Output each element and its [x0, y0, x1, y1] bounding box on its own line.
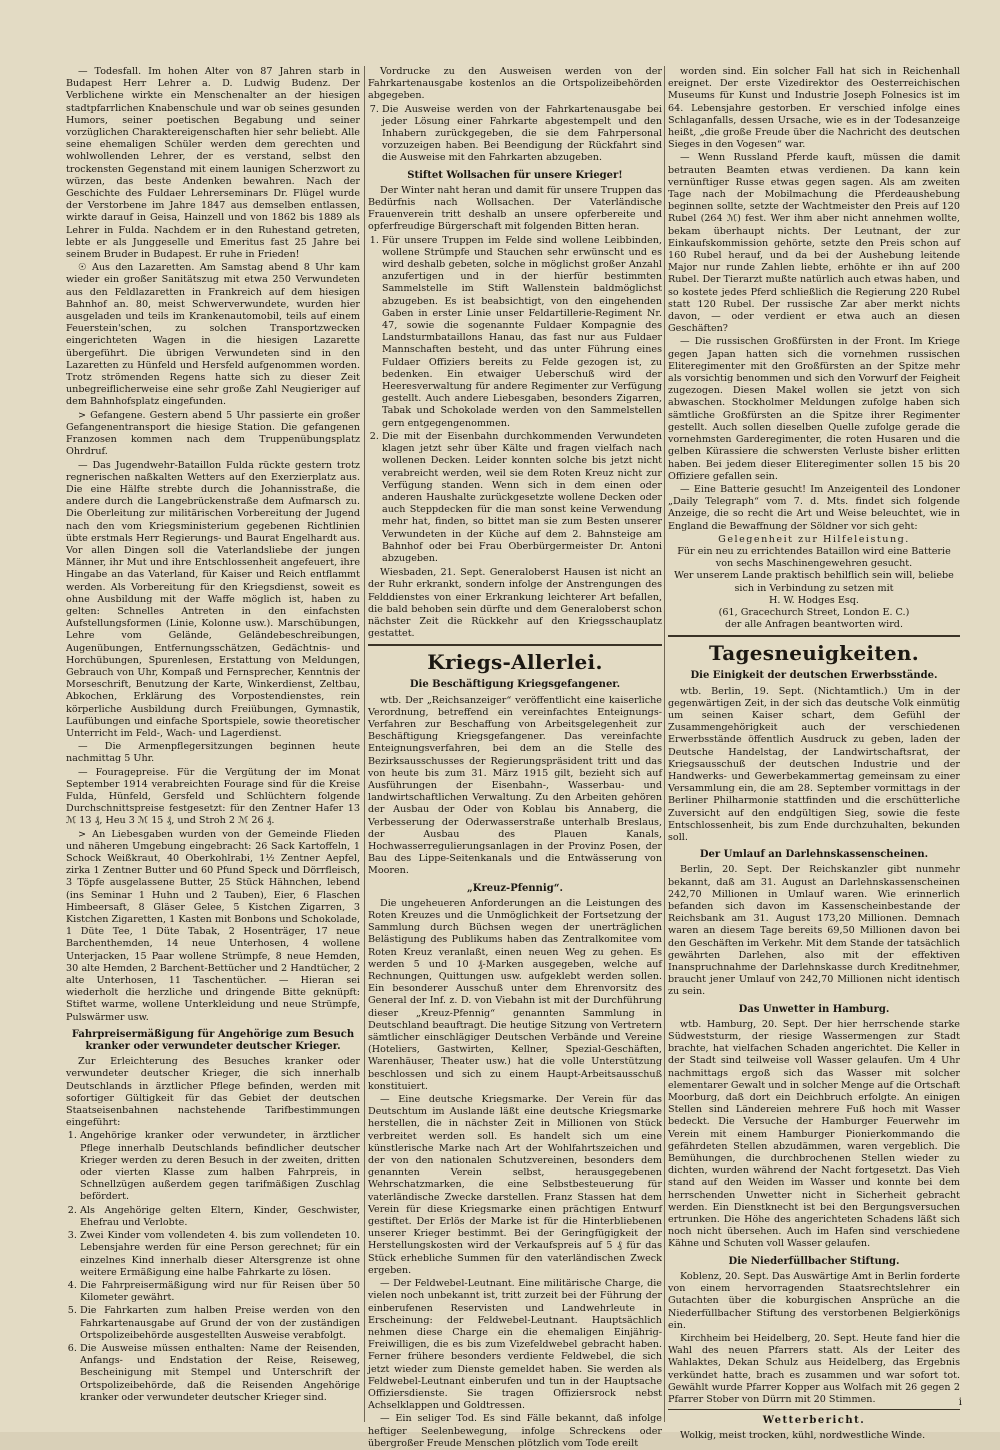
ad-line: (61, Gracechurch Street, London E. C.): [718, 606, 910, 618]
article-seliger-tod-cont: worden sind. Ein solcher Fall hat sich in Reichenhall ereignet. Der erste Vizedirektor des Oesterreichischen Museums für Kunst und Industrie Joseph Folnesics ist im 64. Lebensjahre gestorben. Er verschied infolge eines Schlaganfalls, dessen Ursache, wie es in der Todesanzeige heißt, „die große Freude über die Nachricht des deutschen Sieges in den Vogesen“ war.: [668, 66, 960, 151]
article-liebesgaben: > An Liebesgaben wurden von der Gemeinde Flieden und näheren Umgebung eingebracht: 26 Sack Kartoffeln, 1 Schock Weißkraut, 40 Oberkohlrabi, 1½ Zentner Aepfel, zirka 1 Zentner Butter und 60 Pfund Speck und Dörrfleisch, 3 Töpfe ausgelassene Butter, 25 Stück Hähnchen, lebend (ins Seminar 1 Huhn und 2 Tauben), Eier, 6 Flaschen Himbeersaft, 8 Gläser Gelee, 5 Kistchen Zigarren, 3 Kistchen Zigaretten, 1 Kasten mit Bonbons und Schokolade, 1 Düte Tee, 1 Düte Tabak, 2 Hosenträger, 17 neue Barchenthemden, 14 neue Unterhosen, 4 wollene Unterjacken, 15 Paar wollene Strümpfe, 8 neue Hemden, 30 alte Hemden, 2 Barchent-Bettücher und 2 Handtücher, 2 alte Unterhosen, 11 Taschentücher. — Hieran sei wiederholt die herzliche und dringende Bitte geknüpft: Stiftet warme, wollene Unterkleidung und neue Strümpfe, Pulswärmer usw.: [66, 828, 360, 1023]
article-armenpfleger: — Die Armenpflegersitzungen beginnen heute nachmittag 5 Uhr.: [66, 741, 360, 765]
list-item: 1. Angehörige kranker oder verwundeter, in ärztlicher Pflege innerhalb Deutschlands befindlicher deutscher Krieger werden zu deren Besuch in der zweiten, dritten oder vierten Klasse zum halben Fahrpreis, in Schnellzügen außerdem gegen tarifmäßigen Zuschlag befördert.: [80, 1130, 360, 1203]
column-rule: [664, 66, 665, 1422]
article-vordrucke: Vordrucke zu den Ausweisen werden von der Fahrkartenausgabe kostenlos an die Ortspolizeibehörden abgegeben.: [368, 66, 662, 102]
article-lazarette: ☉ Aus den Lazaretten. Am Samstag abend 8 Uhr kam wieder ein großer Sanitätszug mit etwa 250 Verwundeten aus den Feldlazaretten in Frankreich auf dem hiesigen Bahnhof an. 80, meist Schwerverwundete, wurden hier ausgeladen und teils im Krankenautomobil, teils auf einem Feuerstein'schen, zu solchen Transportzwecken eingerichteten Wagen in die hiesigen Lazarette übergeführt. Die übrigen Verwundeten sind in den Lazaretten zu Hünfeld und Hersfeld aufgenommen worden. Trotz strömenden Regens hatte sich zu dieser Zeit unbegreiflicherweise eine sehr große Zahl Neugieriger auf dem Bahnhofsplatz eingefunden.: [66, 262, 360, 408]
wollsachen-list: [368, 235, 662, 565]
article-gefangene: > Gefangene. Gestern abend 5 Uhr passierte ein großer Gefangenentransport die hiesige Station. Die gefangenen Franzosen kommen nach dem Truppenübungsplatz Ohrdruf.: [66, 409, 360, 458]
column-rule: [364, 66, 365, 1422]
column-left: [66, 66, 360, 1432]
list-item: 5. Die Fahrkarten zum halben Preise werden von den Fahrkartenausgabe auf Grund der von der zuständigen Ortspolizeibehörde ausgestellten Ausweise verabfolgt.: [80, 1305, 360, 1342]
article-jugendwehr: — Das Jugendwehr-Bataillon Fulda rückte gestern trotz regnerischen naßkalten Wetters auf den Exerzierplatz aus. Die eine Hälfte strebte durch die Johannisstraße, die andere durch die Langebrückenstraße dem Aufmarsch zu. Die Oberleitung zur militärischen Vorbereitung der Jugend nach den vom Kriegsministerium gegebenen Richtlinien übte erstmals Herr Regierungs- und Baurat Engelhardt aus. Vor allen Dingen soll die Vaterlandsliebe der jungen Männer, ihr Mut und ihre Entschlossenheit angefeuert, ihre Hingabe an das Vaterland, für Kaiser und Reich entflammt werden. Als Vorbereitung für den Kriegsdienst, soweit es ohne Ausbildung mit der Waffe möglich ist, haben zu gelten: Schnelles Antreten in den einfachsten Aufstellungsformen (Linie, Kolonne usw.). Marschübungen, Lehre vom Gelände, Geländebeschreibungen, Augenübungen, Entfernungsschätzen, Gedächtnis- und Horchübungen, Spurenlesen, Erstattung von Meldungen, Gebrauch von Uhr, Kompaß und Fernsprecher, Kenntnis der Morseschrift, Benutzung der Karte, Winkerdienst, Zeltbau, Abkochen, Erklärung des Vorpostendienstes, rein körperliche Ausbildung durch Freiübungen, Gymnastik, Laufübungen und einfache Sportspiele, sowie theoretischer Unterricht im Feld-, Wach- und Lagerdienst.: [66, 459, 360, 739]
article-niederfuellbacher-stiftung: Koblenz, 20. Sept. Das Auswärtige Amt in Berlin forderte von einem hervorragenden Staatsrechtslehrer ein Gutachten über die koburgischen Ansprüche an die Niederfüllbacher Stiftung des verstorbenen Belgierkönigs ein.: [668, 1270, 960, 1331]
article-todesfall: — Todesfall. Im hohen Alter von 87 Jahren starb in Budapest Herr Lehrer a. D. Ludwig Budenz. Der Verblichene wirkte ein Menschenalter an der hiesigen stadtpfarrlichen Knabenschule und war ob seines gesunden Humors, seiner poetischen Begabung und seiner vorzüglichen Charaktereigenschaften hier sehr beliebt. Alle seine ehemaligen Schüler werden dem gerechten und wohlwollenden Lehrer, der es verstand, selbst den trockensten Gegenstand mit einem launigen Scherzwort zu würzen, das beste Andenken bewahren. Nach der Geschichte des Fuldaer Lehrerseminars Dr. Flügel wurde der Verstorbene im Jahre 1847 aus demselben entlassen, wirkte darauf in Geisa, Hainzell und von 1862 bis 1889 als Lehrer in Fulda. Nachdem er in den Ruhestand getreten, lebte er als Junggeselle und Emeritus fast 25 Jahre bei seinem Bruder in Budapest. Er ruhe in Frieden!: [66, 66, 360, 261]
article-russland-pferde: — Wenn Russland Pferde kauft, müssen die damit betrauten Beamten etwas verdienen. Da kann kein vernünftiger Russe etwas gegen sagen. Als am zweiten Tage nach der Mobilmachung die Pferdeaushebung beginnen sollte, setzte der Wachtmeister den Preis auf 120 Rubel (264 ℳ) fest. Wer ihm aber nicht annehmen wollte, bekam überhaupt nichts. Der Leutnant, der zur Einkaufskommission gehörte, setzte den Preis schon auf 160 Rubel herauf, und da bei der Aushebung leitende Major nur runde Zahlen liebte, erhöhte er ihn auf 200 Rubel. Der Tierarzt mußte natürlich auch etwas haben, und so kostete jedes Pferd schließlich die Regierung 220 Rubel statt 120 Rubel. Der russische Zar aber merkt nichts davon, — oder verdient er etwa auch an diesen Geschäften?: [668, 152, 960, 335]
headline-darlehnskassenscheine: Der Umlauf an Darlehnskassenscheinen.: [699, 849, 929, 861]
article-wollsachen: Der Winter naht heran und damit für unsere Truppen das Bedürfnis nach Wollsachen. Der Vaterländische Frauenverein tritt deshalb an unsere opferbereite und opferfreudige Bürgerschaft mit folgenden Bitten heran.: [368, 184, 662, 233]
article-wiesbaden: Wiesbaden, 21. Sept. Generaloberst Hausen ist nicht an der Ruhr erkrankt, sondern infolge der Anstrengungen des Felddienstes von einer Erkrankung leichterer Art befallen, die bald behoben sein dürfte und dem Generaloberst schon nächster Zeit die Rückkehr auf den Kriegsschauplatz gestattet.: [368, 567, 662, 640]
headline-wetterbericht: Wetterbericht.: [762, 1415, 866, 1427]
article-grossfuersten: — Die russischen Großfürsten in der Front. Im Kriege gegen Japan hatten sich die vornehmen russischen Eliteregimenter mit den Großfürsten an der Spitze mehr als vorsichtig benommen und sich den Vorwurf der Feigheit zugezogen. Diesen Makel wollen sie jetzt von sich abwaschen. Stockholmer Meldungen zufolge haben sich sämtliche Großfürsten an die Spitze ihrer Regimenter gestellt. Auch sollen dieselben Quelle zufolge gerade die vornehmsten Garderegimenter, die roten Husaren und die gelben Kürassiere die schwersten Verluste bisher erlitten haben. Bei jedem dieser Eliteregimenter sollen 15 bis 20 Offiziere gefallen sein.: [668, 336, 960, 482]
article-darlehnskassenscheine: Berlin, 20. Sept. Der Reichskanzler gibt nunmehr bekannt, daß am 31. August an Darlehnskassenscheinen 242,70 Millionen in Umlauf waren. Wie erinnerlich befanden sich davon im Kassenscheinbestande der Reichsbank am 31. August 173,20 Millionen. Demnach waren an diesem Tage bereits 69,50 Millionen davon bei den Geschäften im Verkehr. Mit dem Stande der tatsächlich gewährten Darlehen, also mit der effektiven Inanspruchnahme der Darlehnskasse durch Kreditnehmer, braucht jener Umlauf von 242,70 Millionen nicht identisch zu sein.: [668, 864, 960, 998]
list-item: 2. Die mit der Eisenbahn durchkommenden Verwundeten klagen jetzt sehr über Kälte und fragen vielfach nach wollenen Decken. Leider konnten solche bis jetzt nicht verabreicht werden, weil sie dem Roten Kreuz nicht zur Verfügung standen. Wenn sich in dem einen oder anderen Haushalte zurückgesetzte wollene Decken oder auch Steppdecken für die man sonst keine Verwendung mehr hat, finden, so bittet man sie zum Besten unserer Verwundeten in der Küche auf dem 2. Bahnsteige am Bahnhof oder bei Frau Oberbürgermeister Dr. Antoni abzugeben.: [382, 431, 662, 565]
article-kriegsgefangene: wtb. Der „Reichsanzeiger“ veröffentlicht eine kaiserliche Verordnung, betreffend ein vereinfachtes Enteignungs-Verfahren zur Beschaffung von Arbeitsgelegenheit zur Beschäftigung Kriegsgefangener. Das vereinfachte Enteignungsverfahren, bei dem an die Stelle des Bezirksausschusses der Regierungspräsident tritt und das von heute bis zum 31. März 1915 gilt, bezieht sich auf Ausführungen der Eisenbahn-, Wasserbau- und landwirtschaftlichen Verwaltung. Zu den Arbeiten gehören der Ausbau der Oder von Koblau bis Annaberg, die Verbesserung der Oderwasserstraße unterhalb Breslaus, der Ausbau des Plauen Kanals, Hochwasserregulierungsanlagen in der Provinz Posen, der Bau des Lippe-Seitenkanals und die Entwässerung von Mooren.: [368, 694, 662, 877]
article-feldwebel-leutnant: — Der Feldwebel-Leutnant. Eine militärische Charge, die vielen noch unbekannt ist, tritt zurzeit bei der Führung der einberufenen Reservisten und Landwehrleute in Erscheinung: der Feldwebel-Leutnant. Hauptsächlich nehmen diese Charge ein die ehemaligen Einjährig-Freiwilligen, die es bis zum Vizefeldwebel gebracht haben. Ferner frühere besonders verdiente Feldwebel, die sich jetzt wieder zum Dienste gemeldet haben. Sie werden als Feldwebel-Leutnant einberufen und tun in der Hauptsache Offiziersdienste. Sie tragen Offiziersrock nebst Achselklappen und Goldtressen.: [368, 1278, 662, 1412]
article-fouragepreise: — Fouragepreise. Für die Vergütung der im Monat September 1914 verabreichten Fourage sind für die Kreise Fulda, Hünfeld, Gersfeld und Schlüchtern folgende Durchschnittspreise festgesetzt: für den Zentner Hafer 13 ℳ 13 ₰, Heu 3 ℳ 15 ₰, und Stroh 2 ℳ 26 ₰.: [66, 766, 360, 827]
section-divider: [668, 635, 960, 637]
list-item: 7. Die Ausweise werden von der Fahrkartenausgabe bei jeder Lösung einer Fahrkarte abgestempelt und den Inhabern zurückgegeben, die sie dem Fahrpersonal vorzuzeigen haben. Bei Beendigung der Rückfahrt sind die Ausweise mit den Fahrkarten abzugeben.: [382, 104, 662, 165]
headline-wollsachen: Stiftet Wollsachen für unsere Krieger!: [407, 169, 623, 181]
article-batterie: — Eine Batterie gesucht! Im Anzeigenteil des Londoner „Daily Telegraph“ vom 7. d. Mts. findet sich folgende Anzeige, die so recht die Art und Weise beleuchtet, wie in England die Bewaffnung der Söldner vor sich geht:: [668, 483, 960, 532]
list-item: 3. Zwei Kinder vom vollendeten 4. bis zum vollendeten 10. Lebensjahre werden für eine Person gerechnet; für ein einzelnes Kind innerhalb dieser Altersgrenze ist ohne weitere Ermäßigung eine halbe Fahrkarte zu lösen.: [80, 1230, 360, 1279]
article-seliger-tod: — Ein seliger Tod. Es sind Fälle bekannt, daß infolge heftiger Seelenbewegung, infolge Schreckens oder übergroßer Freude Menschen plötzlich vom Tode ereilt: [368, 1413, 662, 1449]
ad-line: Gelegenheit zur Hilfeleistung.: [718, 533, 910, 545]
headline-erwerbsstaende: Die Einigkeit der deutschen Erwerbsstände.: [690, 670, 938, 682]
article-kriegsmarke: — Eine deutsche Kriegsmarke. Der Verein für das Deutschtum im Auslande läßt eine deutsche Kriegsmarke herstellen, die in nächster Zeit in Millionen von Stück verbreitet werden soll. Es handelt sich um eine künstlerische Marke nach Art der Wohlfahrtszeichen und der von den nationalen Schutzvereinen, besonders dem genannten Verein selbst, herausgegebenen Wehrschatzmarken, die eine Selbstbesteuerung für vaterländische Zwecke darstellen. Franz Stassen hat dem Verein für diese Kriegsmarke einen prächtigen Entwurf gestiftet. Der Erlös der Marke ist für die Hinterbliebenen unserer Krieger bestimmt. Bei der Geringfügigkeit der Herstellungskosten wird der Verkaufspreis auf 5 ₰ für das Stück erhebliche Summen für den vaterländischen Zweck ergeben.: [368, 1094, 662, 1276]
column-middle: [368, 66, 662, 1449]
headline-kreuz-pfennig: „Kreuz-Pfennig“.: [467, 882, 563, 894]
ad-line: Wer unserem Lande praktisch behilflich sein will, beliebe sich in Verbindung zu setzen mit: [674, 570, 954, 594]
ad-line: der alle Anfragen beantworten wird.: [724, 619, 903, 631]
fahrpreis-rules-list-cont: [368, 104, 662, 165]
article-kreuz-pfennig: Die ungeheueren Anforderungen an die Leistungen des Roten Kreuzes und die Unmöglichkeit der Fortsetzung der Sammlung durch Büchsen wegen der unerträglichen Belästigung des Publikums haben das Zentralkomitee vom Roten Kreuz veranlaßt, einen neuen Weg zu gehen. Es werden 5 und 10 ₰-Marken ausgegeben, welche auf Rechnungen, Quittungen usw. aufgeklebt werden sollen. Ein besonderer Ausschuß unter dem Ehrenvorsitz des General der Inf. z. D. von Viebahn ist mit der Durchführung dieser „Kreuz-Pfennig“ genannten Sammlung in Deutschland beauftragt. Die heutige Sitzung von Vertretern sämtlicher einschlägiger Deutschen Verbände und Vereine (Hoteliers, Gastwirten, Kellner, Spezial-Geschäften, Warenhäuser, Theater usw.) hat die volle Unterstützung beschlossen und sich zu einem Haupt-Arbeitsausschuß konstituiert.: [368, 897, 662, 1092]
headline-unwetter-hamburg: Das Unwetter in Hamburg.: [738, 1003, 890, 1015]
list-item: 2. Als Angehörige gelten Eltern, Kinder, Geschwister, Ehefrau und Verlobte.: [80, 1205, 360, 1229]
headline-niederfuellbacher-stiftung: Die Niederfüllbacher Stiftung.: [728, 1255, 900, 1267]
article-fahrpreis-intro: Zur Erleichterung des Besuches kranker oder verwundeter deutscher Krieger, die sich innerhalb Deutschlands in ärztlicher Pflege befinden, werden mit sofortiger Gültigkeit für das Gebiet der deutschen Staatseisenbahnen nachstehende Tarifbestimmungen eingeführt:: [66, 1056, 360, 1129]
ad-line: H. W. Hodges Esq.: [769, 594, 859, 606]
weather-report: Wolkig, meist trocken, kühl, nordwestliche Winde.: [680, 1430, 926, 1442]
headline-fahrpreis: Fahrpreisermäßigung für Angehörige zum Besuch kranker oder verwundeter deutscher Krieger.: [71, 1028, 355, 1053]
column-right: [668, 66, 960, 1442]
article-erwerbsstaende: wtb. Berlin, 19. Sept. (Nichtamtlich.) Um in der gegenwärtigen Zeit, in der sich das deutsche Volk einmütig um seinen Kaiser schart, dem Gefühl der Zusammengehörigkeit auch der verschiedenen Erwerbsstände öffentlich Ausdruck zu geben, laden der Deutsche Handelstag, der Landwirtschaftsrat, der Kriegsausschuß der deutschen Industrie und der Handwerks- und Gewerbekammertag gemeinsam zu einer Versammlung ein, die am 28. September vormittags in der Berliner Philharmonie stattfinden und die erschütterliche Zuversicht auf den endgültigen Sieg, sowie die feste Entschlossenheit, bis zum Ende durchzuhalten, bekunden soll.: [668, 685, 960, 843]
section-heading-kriegs-allerlei: Kriegs-Allerlei.: [427, 650, 603, 675]
ad-line: Für ein neu zu errichtendes Bataillon wird eine Batterie von sechs Maschinengewehren gesucht.: [677, 545, 951, 570]
section-divider: [668, 1409, 960, 1410]
section-heading-tagesneuigkeiten: Tagesneuigkeiten.: [708, 641, 920, 666]
article-kirchheim: Kirchheim bei Heidelberg, 20. Sept. Heute fand hier die Wahl des neuen Pfarrers statt. Als der Leiter des Wahlaktes, Dekan Schulz aus Heidelberg, das Ergebnis verkündet hatte, brach es zusammen und war sofort tot. Gewählt wurde Pfarrer Kopper aus Wolfach mit 26 gegen 2 Pfarrer Stober von Dürrn mit 20 Stimmen.: [668, 1332, 960, 1405]
article-unwetter-hamburg: wtb. Hamburg, 20. Sept. Der hier herrschende starke Südweststurm, der riesige Wassermengen zur Stadt brachte, hat vielfachen Schaden angerichtet. Die Keller in der Stadt sind teilweise voll Wasser gelaufen. Um 4 Uhr nachmittags ergoß sich das Wasser mit solcher elementarer Gewalt und in solcher Menge auf die Ortschaft Moorburg, daß dort ein Deichbruch erfolgte. An einigen Stellen sind Ländereien mehrere Fuß hoch mit Wasser bedeckt. Die Versuche der Hamburger Feuerwehr im Verein mit einem Hamburger Pionierkommando die gefährdeten Stellen abzudämmen, waren vergeblich. Die Bemühungen, die durchbrochenen Stellen wieder zu dichten, wurden während der Nacht fortgesetzt. Das Vieh stand auf den Weiden im Wasser und konnte bei dem herrschenden Unwetter nicht in Sicherheit gebracht werden. Ein Dienstknecht ist bei den Bergungsversuchen ertrunken. Die Höhe des angerichteten Schadens läßt sich noch nicht übersehen. Auch im Hafen sind verschiedene Kähne und Schuten voll Wasser gelaufen.: [668, 1018, 960, 1250]
page-mark: i: [958, 1397, 962, 1408]
quoted-advertisement: [668, 534, 960, 632]
fahrpreis-rules-list: [66, 1130, 360, 1403]
headline-kriegsgefangene: Die Beschäftigung Kriegsgefangener.: [409, 679, 621, 691]
list-item: 4. Die Fahrpreisermäßigung wird nur für Reisen über 50 Kilometer gewährt.: [80, 1280, 360, 1304]
list-item: 1. Für unsere Truppen im Felde sind wollene Leibbinden, wollene Strümpfe und Stauchen sehr erwünscht und es wird deshalb gebeten, solche in möglichst großer Anzahl anzufertigen und in der hierfür bestimmten Sammelstelle im Stift Wallenstein baldmöglichst abzugeben. Es ist beabsichtigt, von den eingehenden Gaben in erster Linie unser Feldartillerie-Regiment Nr. 47, sowie die sogenannte Fuldaer Kompagnie des Landsturmbataillons Hanau, das fast nur aus Fuldaer Mannschaften besteht, und das unter Führung eines Fuldaer Offiziers bereits zu Felde gezogen ist, zu bedenken. Ein etwaiger Ueberschuß wird der Heeresverwaltung für andere Regimenter zur Verfügung gestellt. Auch andere Liebesgaben, besonders Zigarren, Tabak und Schokolade werden von den Sammelstellen gern entgegengenommen.: [382, 235, 662, 430]
section-divider: [368, 644, 662, 646]
list-item: 6. Die Ausweise müssen enthalten: Name der Reisenden, Anfangs- und Endstation der Reise, Reiseweg, Bescheinigung mit Stempel und Unterschrift der Ortspolizeibehörde, daß die Reisenden Angehörige kranker oder verwundeter deutscher Krieger sind.: [80, 1343, 360, 1404]
